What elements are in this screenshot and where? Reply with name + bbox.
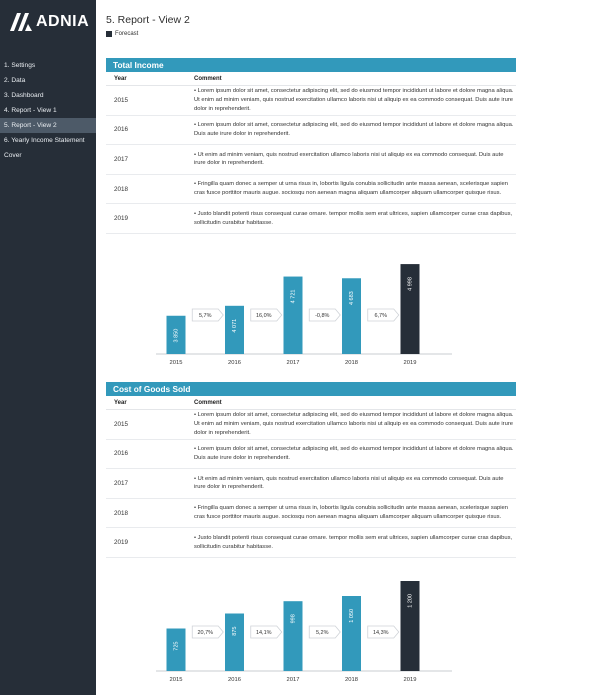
section-total-income [106, 58, 516, 234]
cogs-bar-chart [106, 575, 516, 687]
x-tick-label: 2017 [286, 360, 300, 366]
bar-value-label: 1 200 [407, 594, 414, 608]
comment-cell[interactable]: • Lorem ipsum dolor sit amet, consectetur adipiscing elit, sed do eiusmod tempor incididunt ut labore et dolore magna aliqua. Duis aute irure dolor in reprehenderit. [194, 122, 514, 137]
year-cell: 2015 [114, 420, 129, 428]
change-label: 5,7% [198, 313, 212, 319]
section-title: Cost of Goods Sold [106, 382, 516, 396]
chart-cost-of-goods-sold [106, 575, 516, 687]
bar-value-label: 4 683 [348, 291, 355, 306]
sidebar-item-report-view-1[interactable]: 4. Report - View 1 [4, 107, 57, 114]
column-header-comment: Comment [194, 399, 222, 406]
year-cell: 2019 [114, 215, 129, 223]
sidebar-item-dashboard[interactable]: 3. Dashboard [4, 92, 44, 99]
sidebar-item-yearly-income-statement[interactable]: 6. Yearly Income Statement [4, 137, 85, 144]
change-label: 16,0% [255, 313, 272, 319]
sidebar-nav [0, 58, 96, 163]
bar-value-label: 875 [231, 626, 238, 636]
year-cell: 2017 [114, 479, 129, 487]
table-row [106, 499, 516, 529]
logo [10, 11, 89, 33]
bar-value-label: 725 [173, 641, 180, 651]
x-tick-label: 2017 [286, 677, 300, 683]
x-tick-label: 2018 [345, 360, 358, 366]
legend-forecast-swatch [106, 31, 112, 37]
x-tick-label: 2019 [403, 360, 417, 366]
x-tick-label: 2015 [169, 677, 183, 683]
x-tick-label: 2018 [345, 677, 358, 683]
comment-cell[interactable]: • Justo blandit potenti risus consequat curae ornare. tempor mollis sem erat ultrices, sapien ullamcorper curae cras dapibus, sollicitudin curabitur habitasse. [194, 535, 513, 550]
year-cell: 2015 [114, 96, 129, 104]
section-title: Total Income [106, 58, 516, 72]
year-cell: 2018 [114, 509, 129, 517]
sidebar-item-cover[interactable]: Cover [4, 152, 22, 159]
legend-forecast-label: Forecast [115, 31, 139, 37]
change-label: -0,8% [315, 313, 330, 319]
bar-2018 [342, 596, 361, 671]
sidebar [0, 0, 96, 695]
x-tick-label: 2016 [228, 677, 241, 683]
bar-value-label: 998 [290, 614, 297, 624]
adnia-logo-icon [10, 13, 32, 31]
x-tick-label: 2019 [403, 677, 417, 683]
x-tick-label: 2016 [228, 360, 241, 366]
bar-2017 [284, 601, 303, 671]
total-income-bar-chart [106, 258, 516, 370]
change-label: 5,2% [315, 630, 329, 636]
table-header [106, 72, 516, 86]
bar-value-label: 4 998 [407, 277, 414, 291]
chart-total-income [106, 258, 516, 370]
column-header-year: Year [114, 399, 127, 406]
table-row [106, 528, 516, 558]
bar-value-label: 1 050 [348, 609, 355, 623]
year-cell: 2019 [114, 539, 129, 547]
table-row [106, 86, 516, 116]
bar-2018 [342, 278, 361, 354]
section-cost-of-goods-sold [106, 382, 516, 558]
table-row [106, 175, 516, 205]
table-row [106, 440, 516, 470]
sidebar-item-settings[interactable]: 1. Settings [4, 62, 36, 69]
year-cell: 2016 [114, 450, 129, 458]
logo-text: ADNIA [36, 13, 90, 30]
comment-cell[interactable]: • Lorem ipsum dolor sit amet, consectetur adipiscing elit, sed do eiusmod tempor incididunt ut labore et dolore magna aliqua. Duis aute irure dolor in reprehenderit. [194, 446, 514, 461]
table-row [106, 469, 516, 499]
table-header [106, 396, 516, 410]
comment-cell[interactable]: • Fringilla quam donec a semper ut urna risus in, lobortis ligula conubia sollicitudin ante massa aenean, scelerisque sapien cras fusce porttitor mauris augue. sociosqu non aenean magna aliquam ullamcorper aliquam ullamcorper quisque risus. [194, 505, 508, 521]
bar-value-label: 4 071 [231, 318, 238, 333]
change-label: 14,1% [255, 630, 272, 636]
column-header-year: Year [114, 75, 127, 82]
comment-cell[interactable]: • Lorem ipsum dolor sit amet, consectetur adipiscing elit, sed do eiusmod tempor incididunt ut labore et dolore magna aliqua. Ut enim ad minim veniam, quis nostrud exercitation ullamco laboris nisi ut aliquip ex ea commodo consequat. Duis aute irure dolor in reprehenderit. [194, 412, 514, 436]
legend [106, 31, 138, 37]
bar-2016 [225, 614, 244, 672]
year-cell: 2017 [114, 155, 129, 163]
year-cell: 2016 [114, 126, 129, 134]
change-label: 20,7% [197, 630, 214, 636]
sidebar-item-report-view-2[interactable]: 5. Report - View 2 [0, 118, 96, 133]
page-title: 5. Report - View 2 [106, 14, 190, 26]
comment-cell[interactable]: • Justo blandit potenti risus consequat curae ornare. tempor mollis sem erat ultrices, sapien ullamcorper curae cras dapibus, sollicitudin curabitur habitasse. [194, 211, 513, 226]
year-cell: 2018 [114, 185, 129, 193]
bar-value-label: 3 850 [173, 328, 180, 343]
x-tick-label: 2015 [169, 360, 183, 366]
bar-value-label: 4 721 [290, 289, 297, 304]
table-row [106, 204, 516, 234]
column-header-comment: Comment [194, 75, 222, 82]
change-label: 14,3% [372, 630, 389, 636]
table-row [106, 410, 516, 440]
comment-cell[interactable]: • Ut enim ad minim veniam, quis nostrud exercitation ullamco laboris nisi ut aliquip ex ea commodo consequat. Duis aute irure dolor in reprehenderit. [194, 151, 504, 167]
table-row [106, 145, 516, 175]
bar-2017 [284, 277, 303, 354]
table-row [106, 116, 516, 146]
sidebar-item-data[interactable]: 2. Data [4, 77, 26, 84]
comment-cell[interactable]: • Lorem ipsum dolor sit amet, consectetur adipiscing elit, sed do eiusmod tempor incididunt ut labore et dolore magna aliqua. Ut enim ad minim veniam, quis nostrud exercitation ullamco laboris nisi ut aliquip ex ea commodo consequat. Duis aute irure dolor in reprehenderit. [194, 88, 514, 112]
comment-cell[interactable]: • Fringilla quam donec a semper ut urna risus in, lobortis ligula conubia sollicitudin ante massa aenean, scelerisque sapien cras fusce porttitor mauris augue. sociosqu non aenean magna aliquam ullamcorper aliquam ullamcorper quisque risus. [194, 181, 508, 197]
comment-cell[interactable]: • Ut enim ad minim veniam, quis nostrud exercitation ullamco laboris nisi ut aliquip ex ea commodo consequat. Duis aute irure dolor in reprehenderit. [194, 475, 504, 491]
change-label: 6,7% [374, 313, 388, 319]
